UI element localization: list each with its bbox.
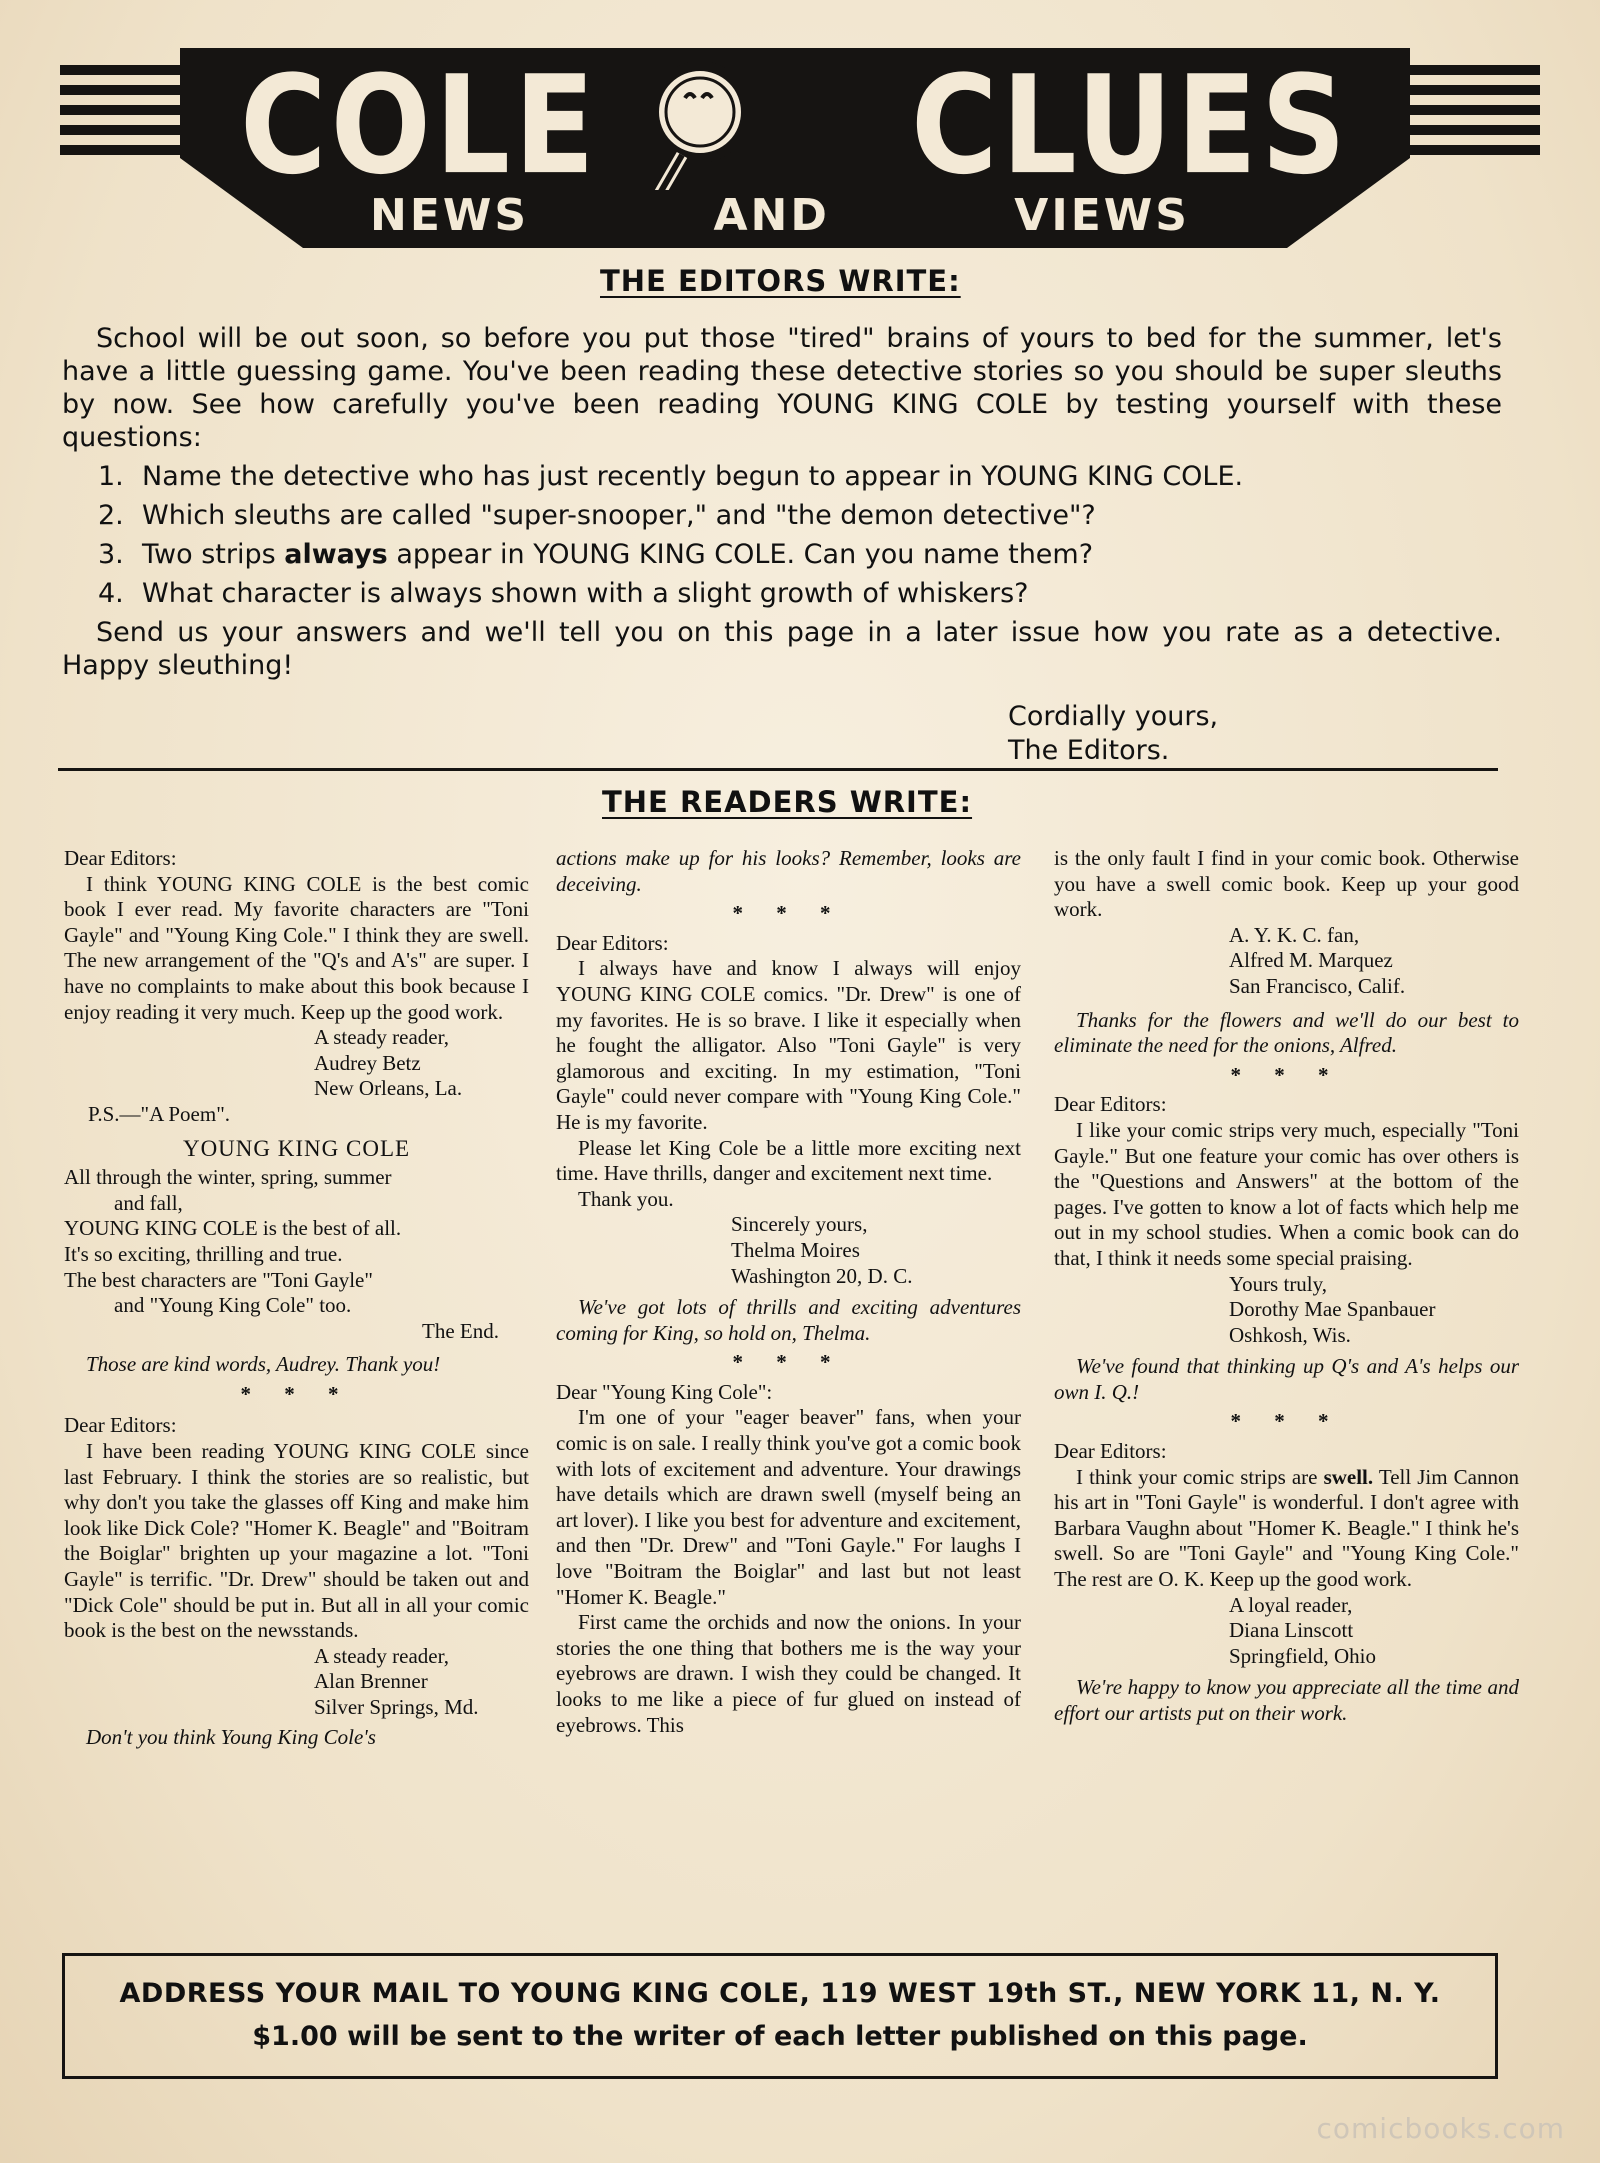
payment-note: $1.00 will be sent to the writer of each letter published on this page. (252, 2021, 1308, 2052)
question-list (62, 460, 1502, 610)
question-item: 1. Name the detective who has just recently begun to appear in YOUNG KING COLE. (98, 461, 1244, 492)
poem-line: The best characters are "Toni Gayle" (64, 1267, 373, 1292)
letter-signature: Yours truly, Dorothy Mae Spanbauer Oshkosh, Wis. (1229, 1271, 1436, 1347)
separator-stars: * * * (1230, 1062, 1343, 1087)
watermark: comicbooks.com (1316, 2112, 1565, 2145)
letter-ps: P.S.—"A Poem". (88, 1101, 231, 1126)
editor-reply: We've got lots of thrills and exciting adventures coming for King, so hold on, Thelma. (556, 1295, 1021, 1345)
masthead-title-right: CLUES (911, 45, 1350, 205)
masthead-sub-news: NEWS (370, 190, 530, 241)
editor-reply: Those are kind words, Audrey. Thank you! (86, 1352, 441, 1377)
readers-column-2 (556, 846, 1021, 1738)
editors-intro: School will be out soon, so before you put those "tired" brains of yours to bed for the summer, let's have a little guessing game. You've been reading these detective stories so you should be super sleuths by now. See how carefully you've been reading YOUNG KING COLE by testing yourself with these questions: (62, 323, 1502, 453)
letter-body: I'm one of your "eager beaver" fans, when your comic is on sale. I really think you've got a comic book with lots of excitement and adventure. Your drawings have details which are drawn swell (myself being an art lover). I like you best for adventure and excitement, and then "Dr. Drew" and "Toni Gayle." For laughs I love "Boitram the Boiglar" and last but not least "Homer K. Beagle." (556, 1405, 1021, 1609)
separator-stars: * * * (1230, 1409, 1343, 1434)
editors-outro: Send us your answers and we'll tell you on this page in a later issue how you rate as a detective. Happy sleuthing! (62, 617, 1502, 681)
masthead-title-left: COLE (240, 45, 599, 205)
readers-column-3 (1054, 846, 1519, 1727)
editor-reply: We're happy to know you appreciate all the time and effort our artists put on their work. (1054, 1675, 1519, 1725)
letter-salutation: Dear "Young King Cole": (556, 1379, 773, 1404)
letter-body: I think YOUNG KING COLE is the best comic book I ever read. My favorite characters are "Toni Gayle" and "Young King Cole." I think they are swell. The new arrangement of the "Q's and A's" are super. I have no complaints to make about this book because I enjoy reading it very much. Keep up the good work. (64, 871, 529, 1024)
letter-signature: Sincerely yours, Thelma Moires Washington 20, D. C. (731, 1212, 913, 1288)
editor-reply: actions make up for his looks? Remember, looks are deceiving. (556, 846, 1021, 896)
letter-body: I always have and know I always will enjoy YOUNG KING COLE comics. "Dr. Drew" is one of my favorites. He is so brave. I like it especially when he fought the alligator. Also "Toni Gayle" is very glamorous and exciting. In my estimation, "Toni Gayle" could never compare with "Young King Cole." He is my favorite. (556, 956, 1021, 1134)
masthead-stripes-right (1390, 65, 1540, 185)
letter-salutation: Dear Editors: (1054, 1439, 1167, 1464)
poem-line: and fall, (114, 1190, 183, 1215)
magnifying-glass-icon (630, 50, 770, 190)
masthead (60, 30, 1540, 260)
poem-title: YOUNG KING COLE (182, 1135, 411, 1161)
masthead-sub-and: AND (713, 190, 830, 241)
letter-signature: A steady reader, Audrey Betz New Orleans, La. (314, 1025, 463, 1101)
question-item: 4. What character is always shown with a slight growth of whiskers? (98, 578, 1029, 609)
separator-stars: * * * (732, 901, 845, 926)
letter-salutation: Dear Editors: (64, 846, 177, 870)
poem-line: It's so exciting, thrilling and true. (64, 1241, 343, 1266)
letter-signature: A steady reader, Alan Brenner Silver Springs, Md. (314, 1643, 479, 1719)
letter-signature: A. Y. K. C. fan, Alfred M. Marquez San Francisco, Calif. (1229, 922, 1406, 998)
readers-heading: THE READERS WRITE: (602, 785, 973, 819)
poem-line: and "Young King Cole" too. (114, 1293, 352, 1318)
separator-stars: * * * (240, 1381, 353, 1406)
letter-salutation: Dear Editors: (1054, 1092, 1167, 1117)
letter-salutation: Dear Editors: (556, 930, 669, 955)
poem-line: The End. (422, 1318, 499, 1343)
letter-body: I think your comic strips are swell. Tell Jim Cannon his art in "Toni Gayle" is wonderful. I don't agree with Barbara Vaughn about "Homer K. Beagle." I think he's swell. So are "Toni Gayle" and "Young King Cole." The rest are O. K. Keep up the good work. (1054, 1464, 1520, 1592)
editor-reply: Don't you think Young King Cole's (86, 1724, 376, 1749)
question-item: 3. Two strips always appear in YOUNG KING COLE. Can you name them? (98, 539, 1094, 570)
masthead-title (240, 45, 1350, 205)
separator-stars: * * * (732, 1350, 845, 1375)
letter-body: I have been reading YOUNG KING COLE since last February. I think the stories are so realistic, but why don't you take the glasses off King and make him look like Dick Cole? "Homer K. Beagle" and "Boitram the Boiglar" brighten up your magazine a lot. "Toni Gayle" is terrific. "Dr. Drew" should be taken out and "Dick Cole" should be put in. But all in all your comic book is the best on the newsstands. (64, 1439, 529, 1643)
readers-column-1 (64, 846, 529, 1750)
letter-body: is the only fault I find in your comic book. Otherwise you have a swell comic book. Keep up your good work. (1054, 846, 1519, 922)
question-item: 2. Which sleuths are called "super-snooper," and "the demon detective"? (98, 500, 1096, 531)
letter-salutation: Dear Editors: (64, 1413, 177, 1438)
letter-body: First came the orchids and now the onions. In your stories the one thing that bothers me is the way your eyebrows are drawn. I wish they could be changed. It looks to me like a piece of fur glued on instead of eyebrows. This (556, 1610, 1021, 1737)
poem-line: YOUNG KING COLE is the best of all. (64, 1216, 402, 1241)
editor-reply: We've found that thinking up Q's and A's helps our own I. Q.! (1054, 1354, 1519, 1404)
letter-body: Please let King Cole be a little more exciting next time. Have thrills, danger and excitement next time. (556, 1135, 1021, 1186)
mail-address-box (62, 1953, 1498, 2079)
masthead-subtitle (370, 190, 1190, 241)
mail-address: ADDRESS YOUR MAIL TO YOUNG KING COLE, 119 WEST 19th ST., NEW YORK 11, N. Y. (119, 1978, 1441, 2009)
editors-signoff: Cordially yours, The Editors. (1008, 701, 1219, 766)
letter-body: I like your comic strips very much, especially "Toni Gayle." But one feature your comic has over others is the "Questions and Answers" at the bottom of the pages. I've gotten to know a lot of facts which help me out in my school studies. When a comic book can do that, I think it needs some special praising. (1054, 1117, 1519, 1270)
editor-reply: Thanks for the flowers and we'll do our best to eliminate the need for the onions, Alfred. (1054, 1007, 1519, 1058)
letter-body: Thank you. (578, 1186, 674, 1211)
poem-line: All through the winter, spring, summer (64, 1165, 392, 1190)
letter-signature: A loyal reader, Diana Linscott Springfield, Ohio (1229, 1592, 1376, 1668)
editors-heading: THE EDITORS WRITE: (600, 264, 961, 298)
editors-body (62, 322, 1502, 768)
section-divider (58, 768, 1498, 771)
masthead-sub-views: VIEWS (1014, 190, 1190, 241)
